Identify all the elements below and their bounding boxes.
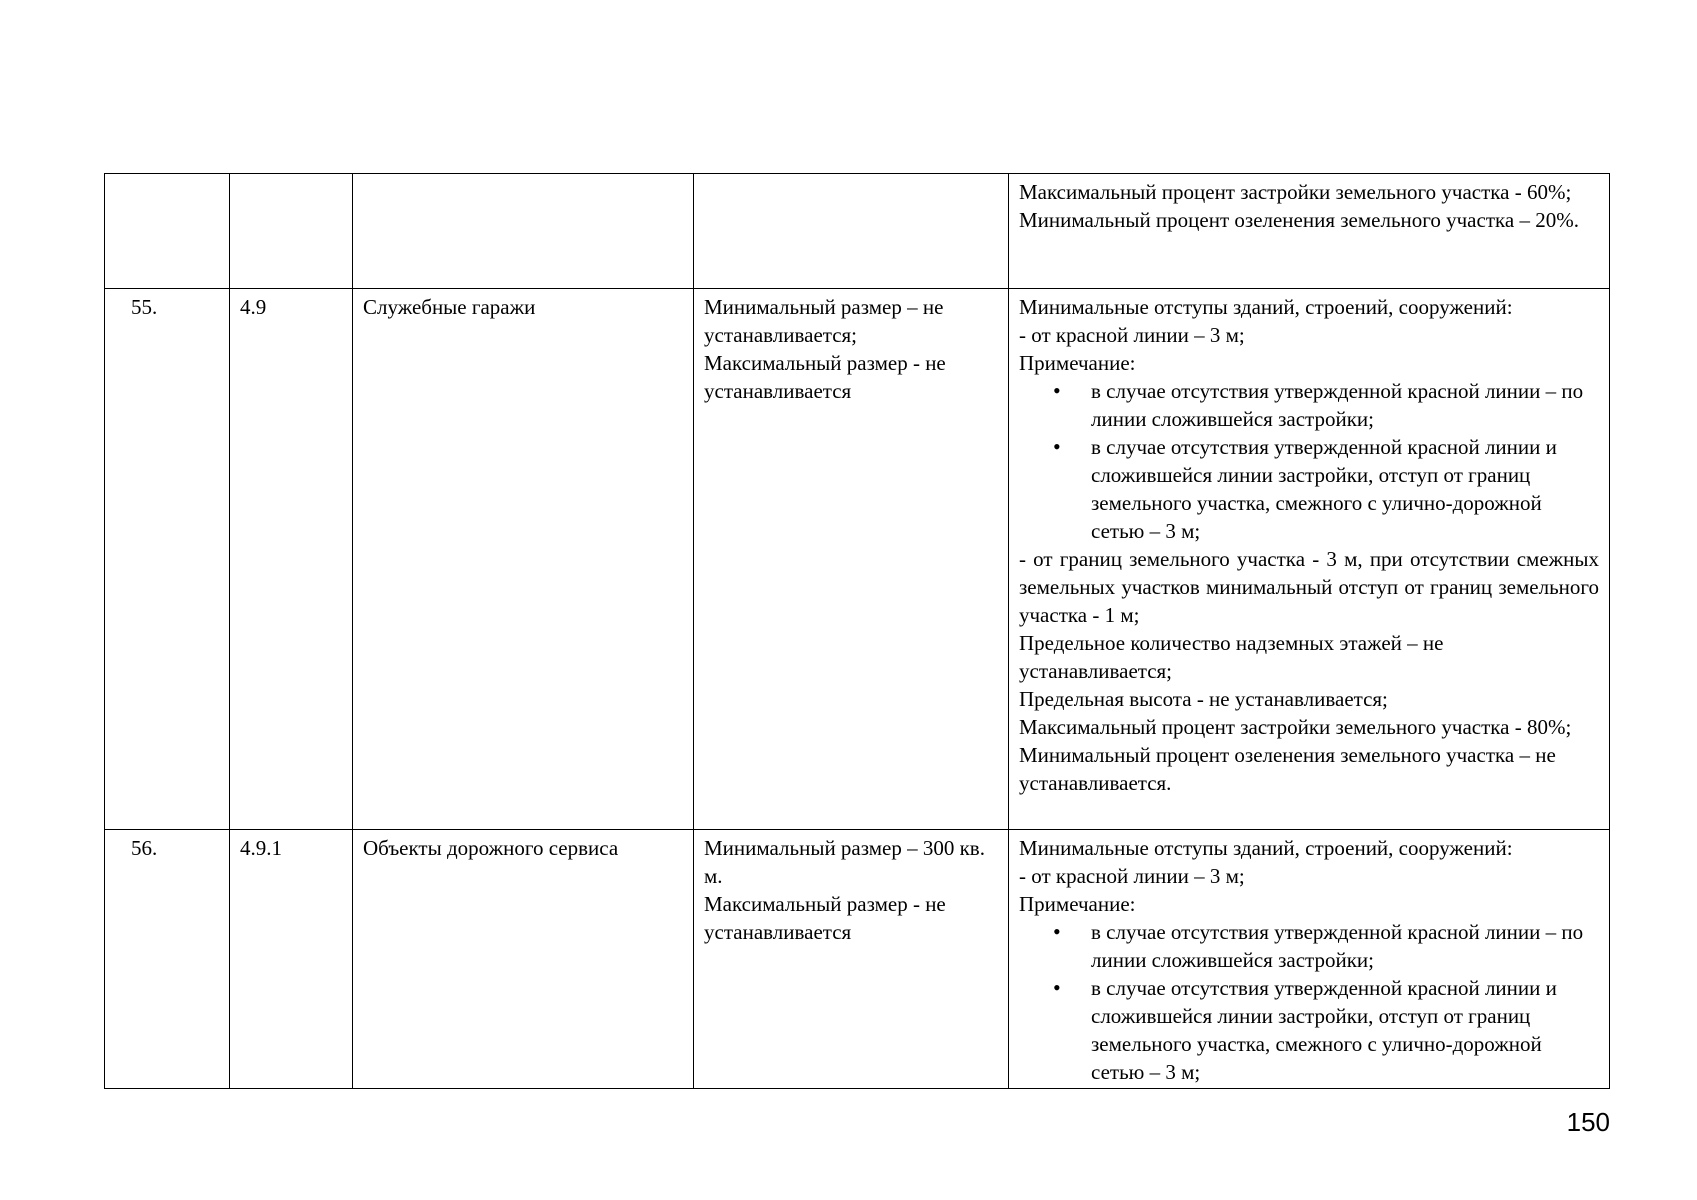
regulations-table-body [105,174,1610,1089]
table-row [105,174,1610,289]
parameters-cell [1009,289,1610,830]
code-cell: 4.9 [230,289,353,830]
regulations-table [104,173,1610,1089]
use-name-cell [353,174,694,289]
plot-size-line: Максимальный размер - не устанавливается [704,351,946,403]
table-row [105,289,1610,830]
code-cell: 4.9.1 [230,830,353,1089]
parameter-line: Примечание: [1019,351,1136,375]
note-bullet-item: • в случае отсутствия утвержденной красной линии – по линии сложившейся застройки; [1091,918,1599,974]
parameter-line: Предельное количество надземных этажей – не устанавливается; [1019,631,1444,683]
parameters-cell [1009,174,1610,289]
parameter-line: Минимальные отступы зданий, строений, сооружений: [1019,295,1513,319]
note-bullet-list [1019,918,1599,1086]
table-row [105,830,1610,1089]
parameter-line: - от красной линии – 3 м; [1019,864,1245,888]
plot-size-line: Максимальный размер - не устанавливается [704,892,946,944]
note-bullet-item: • в случае отсутствия утвержденной красной линии и сложившейся линии застройки, отступ от границ земельного участка, смежного с улично-дорожной сетью – 3 м; [1091,974,1599,1086]
plot-size-cell [694,289,1009,830]
page-number: 150 [1566,1107,1610,1137]
plot-size-line: Минимальный размер – 300 кв. м. [704,836,985,888]
parameters-cell [1009,830,1610,1089]
parameter-line: Минимальный процент озеленения земельного участка – 20%. [1019,208,1579,232]
row-number-cell: 55. [105,289,230,830]
parameter-line: Минимальные отступы зданий, строений, сооружений: [1019,836,1513,860]
row-number-cell [105,174,230,289]
note-bullet-item: • в случае отсутствия утвержденной красной линии – по линии сложившейся застройки; [1091,377,1599,433]
use-name-cell: Служебные гаражи [353,289,694,830]
plot-size-cell [694,174,1009,289]
plot-size-cell [694,830,1009,1089]
parameter-line: Примечание: [1019,892,1136,916]
plot-size-line: Минимальный размер – не устанавливается; [704,295,944,347]
note-bullet-list [1019,377,1599,545]
parameter-line: Предельная высота - не устанавливается; [1019,687,1388,711]
parameter-line: Максимальный процент застройки земельного участка - 60%; [1019,180,1572,204]
parameter-line: - от границ земельного участка - 3 м, при отсутствии смежных земельных участков минимальный отступ от границ земельного участка - 1 м; [1019,547,1599,627]
parameter-line: - от красной линии – 3 м; [1019,323,1245,347]
use-name-cell: Объекты дорожного сервиса [353,830,694,1089]
parameter-line: Минимальный процент озеленения земельного участка – не устанавливается. [1019,743,1556,795]
row-number-cell: 56. [105,830,230,1089]
parameter-line: Максимальный процент застройки земельного участка - 80%; [1019,715,1572,739]
code-cell [230,174,353,289]
note-bullet-item: • в случае отсутствия утвержденной красной линии и сложившейся линии застройки, отступ от границ земельного участка, смежного с улично-дорожной сетью – 3 м; [1091,433,1599,545]
